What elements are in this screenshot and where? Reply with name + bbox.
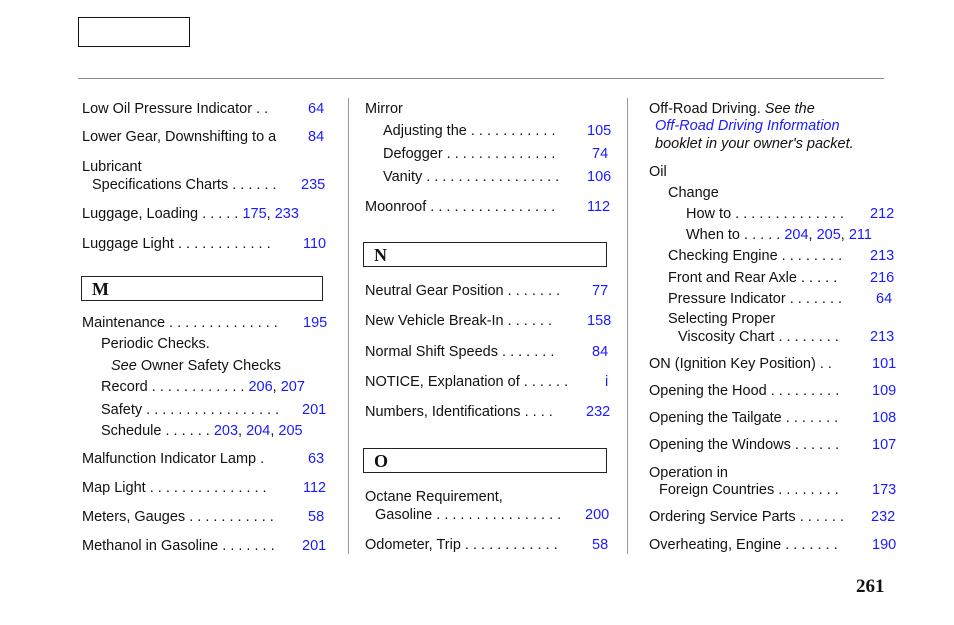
page-link[interactable]: 207	[280, 379, 305, 395]
page-link[interactable]: 106	[587, 169, 612, 185]
page-link[interactable]: 84	[308, 129, 325, 145]
page-link[interactable]: 206	[248, 379, 273, 395]
page-link[interactable]: 195	[303, 315, 328, 331]
page-link[interactable]: 105	[587, 123, 612, 139]
index-entry: Luggage Light . . . . . . . . . . . .	[82, 236, 271, 252]
page-link[interactable]: 200	[585, 507, 610, 523]
page-link[interactable]: 203	[213, 423, 239, 439]
index-entry: Ordering Service Parts . . . . . .	[649, 509, 845, 525]
index-entry: Normal Shift Speeds . . . . . . .	[365, 344, 555, 360]
page-link[interactable]: i	[605, 374, 609, 390]
page-link[interactable]: 64	[876, 291, 893, 307]
column-divider	[348, 98, 349, 554]
column-divider	[627, 98, 628, 554]
index-entry: Maintenance . . . . . . . . . . . . . .	[82, 315, 278, 331]
page-link[interactable]: 213	[870, 329, 895, 345]
index-subentry: Safety . . . . . . . . . . . . . . . . .	[101, 402, 280, 418]
index-subentry: Periodic Checks.	[101, 336, 210, 352]
header-box	[78, 17, 190, 47]
index-entry: Numbers, Identifications . . . .	[365, 404, 553, 420]
index-entry: Opening the Windows . . . . . .	[649, 437, 840, 453]
page-link[interactable]: 158	[587, 313, 612, 329]
page-link[interactable]: 109	[872, 383, 897, 399]
index-entry: Opening the Tailgate . . . . . . .	[649, 410, 839, 426]
page-link[interactable]: 211	[848, 227, 872, 243]
index-entry: NOTICE, Explanation of . . . . . .	[365, 374, 569, 390]
index-entry: Mirror	[365, 101, 403, 117]
index-entry: Map Light . . . . . . . . . . . . . . .	[82, 480, 267, 496]
index-entry: Off-Road Driving. See the	[649, 101, 815, 117]
index-entry: Opening the Hood . . . . . . . . .	[649, 383, 840, 399]
page-link[interactable]: 77	[592, 283, 609, 299]
section-header-m: M	[81, 276, 323, 301]
page-link[interactable]: 204	[784, 227, 809, 243]
index-entry: Odometer, Trip . . . . . . . . . . . .	[365, 537, 558, 553]
page-number: 261	[856, 576, 885, 597]
page-link[interactable]: 216	[870, 270, 895, 286]
section-header-o: O	[363, 448, 607, 473]
index-subentry: Change	[668, 185, 719, 201]
page-link[interactable]: 205	[278, 423, 303, 439]
page-link[interactable]: 101	[872, 356, 897, 372]
page-link[interactable]: 233	[274, 206, 299, 222]
index-entry: Oil	[649, 164, 667, 180]
index-entry: Lubricant	[82, 159, 142, 175]
index-subentry: Viscosity Chart . . . . . . . .	[678, 329, 839, 345]
index-entry: Low Oil Pressure Indicator . .	[82, 101, 269, 117]
page-link[interactable]: 232	[586, 404, 611, 420]
index-subentry: Defogger . . . . . . . . . . . . . .	[383, 146, 556, 162]
index-entry: Neutral Gear Position . . . . . . .	[365, 283, 561, 299]
index-entry: Overheating, Engine . . . . . . .	[649, 537, 838, 553]
index-subentry: Record . . . . . . . . . . . . 206, 207	[101, 379, 305, 395]
index-subentry: Specifications Charts . . . . . .	[92, 177, 277, 193]
index-entry: ON (Ignition Key Position) . .	[649, 356, 832, 372]
index-entry: Methanol in Gasoline . . . . . . .	[82, 538, 275, 554]
index-subentry: Selecting Proper	[668, 311, 776, 327]
index-subentry: Checking Engine . . . . . . . .	[668, 248, 843, 264]
page-link[interactable]: 110	[303, 236, 327, 252]
index-entry: Octane Requirement,	[365, 489, 503, 505]
index-see-also: See Owner Safety Checks	[111, 358, 282, 374]
index-entry: New Vehicle Break-In . . . . . .	[365, 313, 552, 329]
index-entry: Malfunction Indicator Lamp .	[82, 451, 265, 467]
index-note: booklet in your owner's packet.	[655, 136, 854, 152]
page-link[interactable]: 205	[816, 227, 841, 243]
page-link[interactable]: 212	[870, 206, 895, 222]
page-link[interactable]: 201	[302, 538, 327, 554]
page-link[interactable]: 58	[308, 509, 325, 525]
section-header-n: N	[363, 242, 607, 267]
page-link[interactable]: 84	[592, 344, 609, 360]
index-subentry: Foreign Countries . . . . . . . .	[659, 482, 839, 498]
index-entry: Operation in	[649, 465, 728, 481]
page-link[interactable]: 64	[308, 101, 325, 117]
index-subentry: Front and Rear Axle . . . . .	[668, 270, 838, 286]
page-link[interactable]: 190	[872, 537, 897, 553]
index-subentry: Adjusting the . . . . . . . . . . .	[383, 123, 556, 139]
index-entry: Lower Gear, Downshifting to a	[82, 129, 277, 145]
page-link[interactable]: 112	[587, 199, 611, 215]
page-link[interactable]: 74	[592, 146, 609, 162]
index-subentry: Schedule . . . . . . 203, 204, 205	[101, 423, 303, 439]
page-link[interactable]: 232	[871, 509, 896, 525]
page-link[interactable]: 107	[872, 437, 897, 453]
index-subentry: Vanity . . . . . . . . . . . . . . . . .	[383, 169, 560, 185]
page-link[interactable]: 58	[592, 537, 609, 553]
page-link[interactable]: 175	[242, 206, 267, 222]
page-link[interactable]: 173	[872, 482, 897, 498]
off-road-driving-link[interactable]: Off-Road Driving Information	[655, 118, 840, 134]
index-entry: Luggage, Loading . . . . . 175, 233	[82, 206, 299, 222]
page-link[interactable]: 63	[308, 451, 325, 467]
page-link[interactable]: 204	[246, 423, 271, 439]
index-subentry: Gasoline . . . . . . . . . . . . . . . .	[375, 507, 562, 523]
index-subentry: How to . . . . . . . . . . . . . .	[686, 206, 844, 222]
index-subentry: Pressure Indicator . . . . . . .	[668, 291, 843, 307]
index-subentry: When to . . . . . 204, 205, 211	[686, 227, 872, 243]
page-link[interactable]: 108	[872, 410, 897, 426]
index-entry: Meters, Gauges . . . . . . . . . . .	[82, 509, 274, 525]
page-link[interactable]: 201	[302, 402, 327, 418]
header-rule	[78, 78, 884, 79]
index-entry: Moonroof . . . . . . . . . . . . . . . .	[365, 199, 556, 215]
page-link[interactable]: 235	[301, 177, 326, 193]
page-link[interactable]: 213	[870, 248, 895, 264]
page-link[interactable]: 112	[303, 480, 327, 496]
